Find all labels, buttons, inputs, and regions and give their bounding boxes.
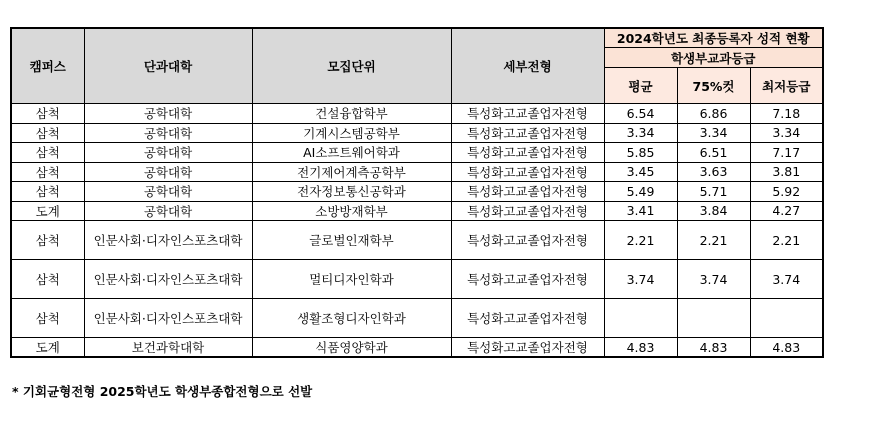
cell-type: 특성화고교졸업자전형: [451, 338, 604, 358]
cell-college: 인문사회·디자인스포츠대학: [84, 299, 252, 338]
cell-college: 공학대학: [84, 123, 252, 143]
header-lowest: 최저등급: [750, 68, 823, 104]
header-campus: 캠퍼스: [11, 28, 84, 104]
cell-campus: 삼척: [11, 143, 84, 163]
header-department: 모집단위: [252, 28, 451, 104]
cell-lowest: 3.34: [750, 123, 823, 143]
header-admission-type: 세부전형: [451, 28, 604, 104]
cell-pct75: 4.83: [677, 338, 750, 358]
cell-avg: 4.83: [604, 338, 677, 358]
header-grade-group: 학생부교과등급: [604, 48, 823, 68]
cell-lowest: 5.92: [750, 182, 823, 202]
table-row: [11, 338, 823, 358]
cell-department: 멀티디자인학과: [252, 260, 451, 299]
cell-pct75: 6.86: [677, 104, 750, 124]
cell-college: 공학대학: [84, 143, 252, 163]
cell-campus: 삼척: [11, 123, 84, 143]
cell-type: 특성화고교졸업자전형: [451, 182, 604, 202]
cell-college: 공학대학: [84, 201, 252, 221]
cell-pct75: 3.34: [677, 123, 750, 143]
table-row: [11, 260, 823, 299]
cell-pct75: 3.74: [677, 260, 750, 299]
cell-department: 건설융합학부: [252, 104, 451, 124]
cell-department: 기계시스템공학부: [252, 123, 451, 143]
cell-campus: 도계: [11, 338, 84, 358]
cell-department: 소방방재학부: [252, 201, 451, 221]
cell-campus: 삼척: [11, 104, 84, 124]
cell-department: 전기제어계측공학부: [252, 162, 451, 182]
cell-campus: 삼척: [11, 162, 84, 182]
cell-lowest: 2.21: [750, 221, 823, 260]
header-avg: 평균: [604, 68, 677, 104]
cell-college: 공학대학: [84, 104, 252, 124]
cell-lowest: [750, 299, 823, 338]
cell-avg: [604, 299, 677, 338]
cell-lowest: 3.81: [750, 162, 823, 182]
cell-campus: 삼척: [11, 299, 84, 338]
cell-college: 보건과학대학: [84, 338, 252, 358]
cell-department: 글로벌인재학부: [252, 221, 451, 260]
cell-type: 특성화고교졸업자전형: [451, 299, 604, 338]
cell-avg: 3.74: [604, 260, 677, 299]
footnote: * 기회균형전형 2025학년도 학생부종합전형으로 선발: [12, 384, 313, 399]
cell-lowest: 7.18: [750, 104, 823, 124]
cell-avg: 5.85: [604, 143, 677, 163]
cell-college: 인문사회·디자인스포츠대학: [84, 221, 252, 260]
cell-type: 특성화고교졸업자전형: [451, 162, 604, 182]
cell-campus: 삼척: [11, 260, 84, 299]
cell-pct75: [677, 299, 750, 338]
cell-pct75: 2.21: [677, 221, 750, 260]
table-row: [11, 221, 823, 260]
cell-pct75: 6.51: [677, 143, 750, 163]
table-row: [11, 123, 823, 143]
table-row: [11, 299, 823, 338]
cell-type: 특성화고교졸업자전형: [451, 104, 604, 124]
header-year-title: 2024학년도 최종등록자 성적 현황: [604, 28, 823, 48]
cell-avg: 3.45: [604, 162, 677, 182]
cell-pct75: 5.71: [677, 182, 750, 202]
cell-avg: 3.41: [604, 201, 677, 221]
cell-department: 식품영양학과: [252, 338, 451, 358]
table-row: [11, 201, 823, 221]
cell-department: AI소프트웨어학과: [252, 143, 451, 163]
cell-lowest: 4.27: [750, 201, 823, 221]
cell-pct75: 3.84: [677, 201, 750, 221]
table-row: [11, 182, 823, 202]
cell-department: 생활조형디자인학과: [252, 299, 451, 338]
cell-avg: 5.49: [604, 182, 677, 202]
admission-results-table: [10, 27, 824, 358]
header-college: 단과대학: [84, 28, 252, 104]
header-pct75: 75%컷: [677, 68, 750, 104]
cell-avg: 2.21: [604, 221, 677, 260]
cell-college: 공학대학: [84, 182, 252, 202]
cell-type: 특성화고교졸업자전형: [451, 143, 604, 163]
cell-type: 특성화고교졸업자전형: [451, 123, 604, 143]
table-row: [11, 104, 823, 124]
cell-college: 공학대학: [84, 162, 252, 182]
table-row: [11, 162, 823, 182]
cell-avg: 6.54: [604, 104, 677, 124]
cell-lowest: 7.17: [750, 143, 823, 163]
cell-type: 특성화고교졸업자전형: [451, 221, 604, 260]
table-row: [11, 143, 823, 163]
cell-campus: 도계: [11, 201, 84, 221]
cell-type: 특성화고교졸업자전형: [451, 201, 604, 221]
cell-campus: 삼척: [11, 182, 84, 202]
cell-campus: 삼척: [11, 221, 84, 260]
cell-department: 전자정보통신공학과: [252, 182, 451, 202]
cell-college: 인문사회·디자인스포츠대학: [84, 260, 252, 299]
cell-avg: 3.34: [604, 123, 677, 143]
cell-pct75: 3.63: [677, 162, 750, 182]
cell-type: 특성화고교졸업자전형: [451, 260, 604, 299]
cell-lowest: 3.74: [750, 260, 823, 299]
cell-lowest: 4.83: [750, 338, 823, 358]
